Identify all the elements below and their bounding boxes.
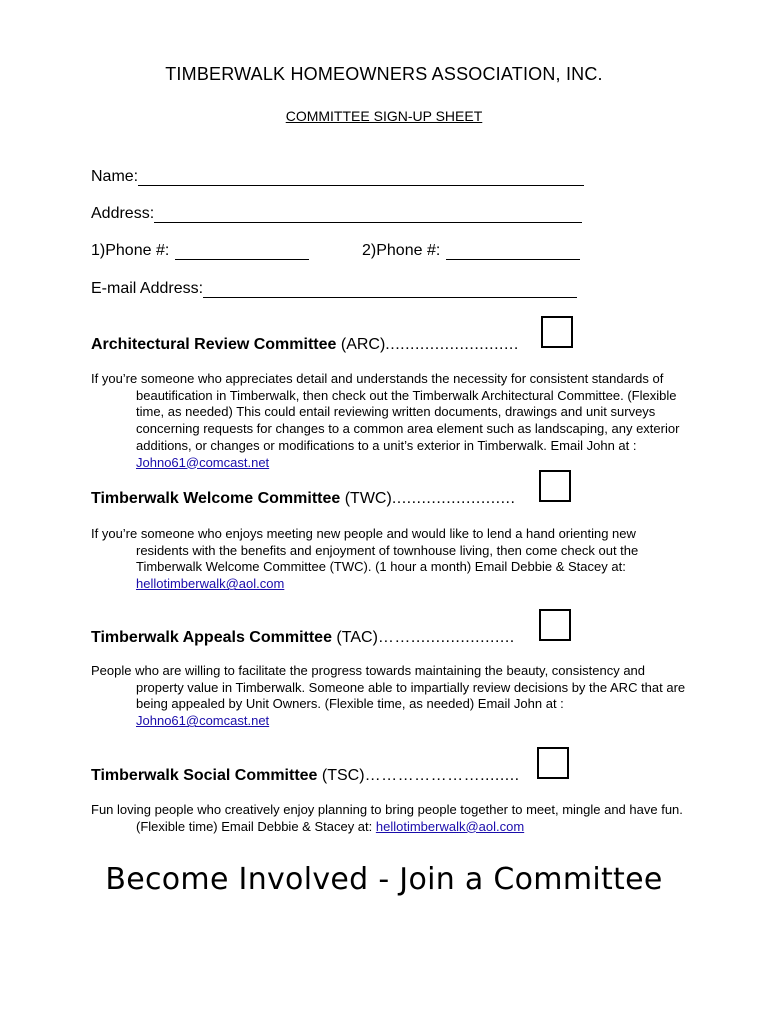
arc-checkbox[interactable] <box>541 316 573 348</box>
name-input-line[interactable] <box>138 171 584 186</box>
committee-name: Timberwalk Social Committee <box>91 767 318 784</box>
committee-heading-arc <box>91 336 519 354</box>
twc-checkbox[interactable] <box>539 470 571 502</box>
description-text: If you’re someone who enjoys meeting new people and would like to lend a hand orienting new residents with the benefits and enjoyment of townhouse living, then come check out the Timberwalk Welcome Committee (TWC). (1 hour a month) Email Debbie & Stacey at: <box>91 526 639 575</box>
email-field <box>91 280 577 298</box>
description-text: People who are willing to facilitate the progress towards maintaining the beauty, consistency and property value in Timberwalk. Someone able to impartially review decisions by the ARC that are being appealed by Unit Owners. (Flexible time, as needed) Email John at : <box>91 663 686 712</box>
sheet-title: COMMITTEE SIGN-UP SHEET <box>285 108 483 124</box>
description-text: If you’re someone who appreciates detail and understands the necessity for consistent standards of beautification in Timberwalk, then check out the Timberwalk Architectural Committee. (Flexible time, as needed) This could entail reviewing written documents, drawings and unit surveys concerning requests for changes to a common area element such as landscaping, any exterior additions, or changes or modifications to a unit’s exterior in Timberwalk. Email John at : <box>91 371 680 453</box>
tac-checkbox[interactable] <box>539 609 571 641</box>
address-label: Address: <box>91 205 155 222</box>
committee-name: Timberwalk Appeals Committee <box>91 629 332 646</box>
leader-dots: …………………........ <box>364 767 520 784</box>
committee-abbr: (TSC) <box>321 767 365 784</box>
committee-abbr: (TAC) <box>336 629 378 646</box>
organization-title: TIMBERWALK HOMEOWNERS ASSOCIATION, INC. <box>165 64 603 84</box>
leader-dots: ……..................... <box>377 629 515 646</box>
email-link[interactable]: Johno61@comcast.net <box>136 454 270 470</box>
phone2-input-line[interactable] <box>446 245 580 260</box>
committee-heading-twc <box>91 490 515 508</box>
email-link[interactable]: Johno61@comcast.net <box>136 713 270 729</box>
phone1-label: 1)Phone #: <box>91 242 170 259</box>
committee-abbr: (ARC) <box>340 336 386 353</box>
address-field <box>91 205 582 223</box>
name-label: Name: <box>91 168 139 185</box>
committee-name: Architectural Review Committee <box>91 336 337 353</box>
address-input-line[interactable] <box>154 208 582 223</box>
phone1-field <box>91 242 309 260</box>
tsc-checkbox[interactable] <box>537 747 569 779</box>
name-field <box>91 168 584 186</box>
committee-name: Timberwalk Welcome Committee <box>91 490 341 507</box>
committee-description-tac <box>91 663 691 730</box>
email-link[interactable]: hellotimberwalk@aol.com <box>375 818 525 834</box>
phone1-input-line[interactable] <box>175 245 309 260</box>
phone2-label: 2)Phone #: <box>362 242 441 259</box>
committee-heading-tac <box>91 629 515 647</box>
committee-heading-tsc <box>91 767 520 785</box>
committee-description-tsc <box>91 802 691 835</box>
slogan-heading: Become Involved - Join a Committee <box>105 862 663 897</box>
email-input-line[interactable] <box>203 283 577 298</box>
committee-description-twc <box>91 526 691 593</box>
email-label: E-mail Address: <box>91 280 204 297</box>
description-text: Fun loving people who creatively enjoy planning to bring people together to meet, mingle and have fun. (Flexible time) Email Debbie & Stacey at: <box>91 802 683 834</box>
email-link[interactable]: hellotimberwalk@aol.com <box>136 576 285 592</box>
committee-abbr: (TWC) <box>344 490 392 507</box>
committee-description-arc <box>91 371 691 471</box>
phone2-field <box>362 242 580 260</box>
leader-dots: ........................... <box>385 336 519 353</box>
leader-dots: ......................... <box>391 490 516 507</box>
